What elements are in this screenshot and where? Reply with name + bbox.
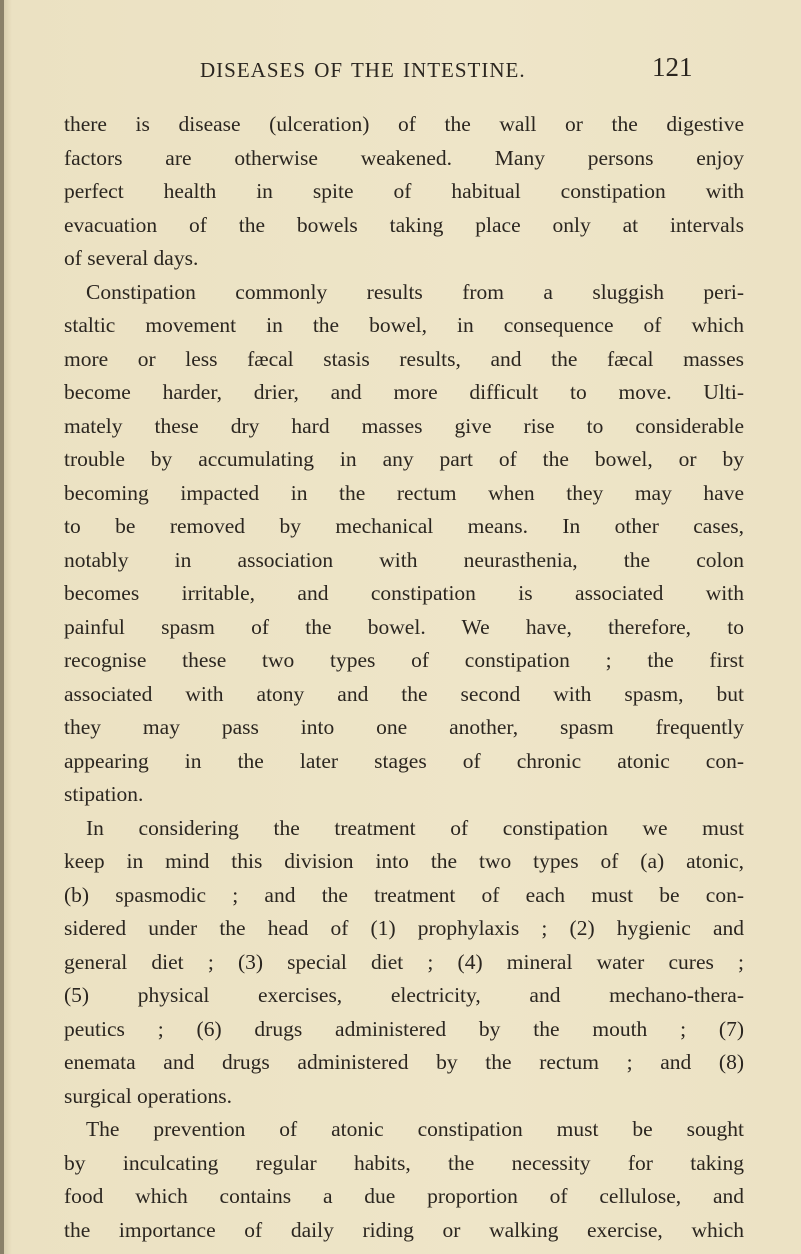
text-line: painful spasm of the bowel. We have, therefore, to: [64, 614, 744, 639]
text-line: notably in association with neurasthenia, the colon: [64, 547, 744, 572]
page-number: 121: [652, 52, 693, 82]
text-line: peutics ; (6) drugs administered by the mouth ; (7): [64, 1016, 744, 1041]
text-line: sidered under the head of (1) prophylaxis ; (2) hygienic and: [64, 916, 744, 940]
text-line: the importance of daily riding or walking exercise, which: [64, 1217, 744, 1242]
running-head: DISEASES OF THE INTESTINE.: [200, 58, 526, 82]
text-line: staltic movement in the bowel, in consequence of which: [64, 313, 744, 337]
text-line: stipation.: [64, 782, 144, 806]
text-line: factors are otherwise weakened. Many persons enjoy: [64, 145, 744, 170]
text-line: keep in mind this division into the two types of (a) atonic,: [64, 849, 744, 873]
text-line: by inculcating regular habits, the necessity for taking: [64, 1150, 744, 1175]
text-line: becoming impacted in the rectum when they may have: [64, 480, 744, 505]
text-line: they may pass into one another, spasm frequently: [64, 715, 744, 739]
text-line: In considering the treatment of constipation we must: [86, 815, 744, 840]
text-line: (5) physical exercises, electricity, and mechano-thera-: [64, 983, 744, 1007]
page-spine-edge: [0, 0, 4, 1254]
text-line: mately these dry hard masses give rise to considerable: [64, 413, 744, 438]
text-line: more or less fæcal stasis results, and the fæcal masses: [64, 346, 744, 371]
text-line: recognise these two types of constipation ; the first: [64, 648, 744, 672]
text-line: enemata and drugs administered by the rectum ; and (8): [64, 1050, 744, 1074]
text-line: to be removed by mechanical means. In other cases,: [64, 514, 744, 538]
text-line: trouble by accumulating in any part of the bowel, or by: [64, 447, 744, 471]
text-line: surgical operations.: [64, 1083, 232, 1108]
text-line: general diet ; (3) special diet ; (4) mineral water cures ;: [64, 949, 744, 974]
text-line: become harder, drier, and more difficult to move. Ulti-: [64, 380, 744, 404]
text-line: appearing in the later stages of chronic atonic con-: [64, 748, 744, 773]
text-line: there is disease (ulceration) of the wall or the digestive: [64, 112, 744, 136]
body-text: [64, 108, 744, 1247]
text-line: food which contains a due proportion of cellulose, and: [64, 1184, 744, 1208]
text-line: of several days.: [64, 246, 199, 270]
text-line: associated with atony and the second with spasm, but: [64, 681, 744, 706]
text-line: perfect health in spite of habitual constipation with: [64, 179, 744, 203]
text-line: evacuation of the bowels taking place only at intervals: [64, 212, 744, 237]
text-line: The prevention of atonic constipation must be sought: [86, 1117, 744, 1141]
text-line: Constipation commonly results from a sluggish peri-: [86, 279, 744, 304]
text-line: becomes irritable, and constipation is associated with: [64, 581, 744, 605]
text-line: (b) spasmodic ; and the treatment of each must be con-: [64, 882, 744, 907]
